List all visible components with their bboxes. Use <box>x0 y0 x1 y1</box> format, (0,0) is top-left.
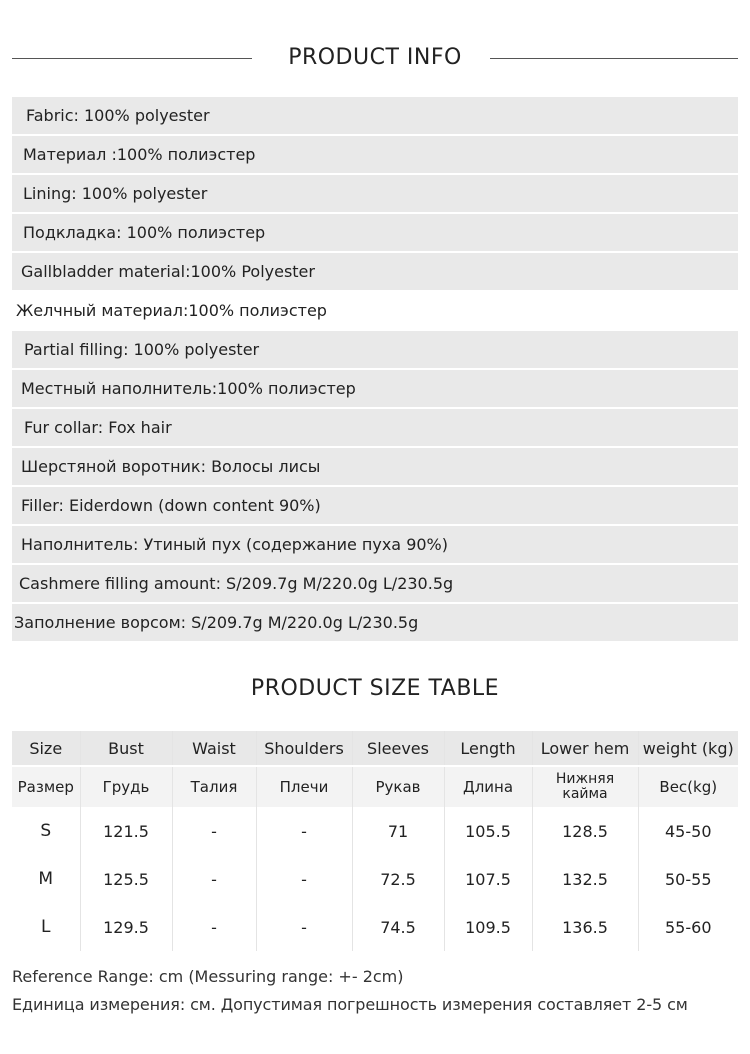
cell-waist: - <box>172 807 256 855</box>
info-row-cashmere-en: Cashmere filling amount: S/209.7g M/220.0g L/230.5g <box>12 565 738 602</box>
header-bust: Bust <box>80 731 172 766</box>
info-row-fabric-ru: Материал :100% полиэстер <box>12 136 738 173</box>
header-size: Size <box>12 731 80 766</box>
size-table-header-ru <box>12 766 738 807</box>
size-table <box>12 731 738 951</box>
header-waist-ru: Талия <box>172 766 256 807</box>
header-bust-ru: Грудь <box>80 766 172 807</box>
header-shoulders-ru: Плечи <box>256 766 352 807</box>
header-sleeves-ru: Рукав <box>352 766 444 807</box>
header-lower-hem-ru <box>532 766 638 807</box>
header-sleeves: Sleeves <box>352 731 444 766</box>
header-lower-hem: Lower hem <box>532 731 638 766</box>
cell-weight: 45-50 <box>638 807 738 855</box>
cell-bust: 125.5 <box>80 855 172 903</box>
cell-lower-hem: 128.5 <box>532 807 638 855</box>
size-table-header-en <box>12 731 738 766</box>
header-shoulders: Shoulders <box>256 731 352 766</box>
table-row <box>12 807 738 855</box>
header-waist: Waist <box>172 731 256 766</box>
cell-length: 107.5 <box>444 855 532 903</box>
cell-size: S <box>12 807 80 855</box>
cell-size: M <box>12 855 80 903</box>
cell-waist: - <box>172 855 256 903</box>
cell-lower-hem: 132.5 <box>532 855 638 903</box>
cell-bust: 129.5 <box>80 903 172 951</box>
cell-waist: - <box>172 903 256 951</box>
info-row-fabric-en: Fabric: 100% polyester <box>12 97 738 134</box>
table-row <box>12 855 738 903</box>
header-weight: weight (kg) <box>638 731 738 766</box>
cell-shoulders: - <box>256 807 352 855</box>
header-length-ru: Длина <box>444 766 532 807</box>
cell-weight: 50-55 <box>638 855 738 903</box>
cell-length: 109.5 <box>444 903 532 951</box>
cell-bust: 121.5 <box>80 807 172 855</box>
reference-range-note-ru: Единица измерения: см. Допустимая погрешность измерения составляет 2-5 см <box>12 995 688 1014</box>
title-rule-right <box>490 58 738 59</box>
size-table-title: PRODUCT SIZE TABLE <box>250 676 500 701</box>
cell-sleeves: 72.5 <box>352 855 444 903</box>
cell-weight: 55-60 <box>638 903 738 951</box>
info-row-cashmere-ru: Заполнение ворсом: S/209.7g M/220.0g L/230.5g <box>12 604 738 641</box>
info-row-filler-ru: Наполнитель: Утиный пух (содержание пуха 90%) <box>12 526 738 563</box>
info-row-lining-ru: Подкладка: 100% полиэстер <box>12 214 738 251</box>
info-row-gallbladder-ru: Желчный материал:100% полиэстер <box>12 292 738 329</box>
info-row-partial-filling-en: Partial filling: 100% polyester <box>12 331 738 368</box>
info-row-filler-en: Filler: Eiderdown (down content 90%) <box>12 487 738 524</box>
cell-sleeves: 74.5 <box>352 903 444 951</box>
header-lower-hem-ru-label: Нижняя кайма <box>555 771 615 802</box>
cell-size: L <box>12 903 80 951</box>
info-row-fur-collar-en: Fur collar: Fox hair <box>12 409 738 446</box>
header-length: Length <box>444 731 532 766</box>
product-info-list <box>12 97 738 643</box>
info-row-lining-en: Lining: 100% polyester <box>12 175 738 212</box>
table-row <box>12 903 738 951</box>
product-info-title: PRODUCT INFO <box>288 45 462 70</box>
info-row-gallbladder-en: Gallbladder material:100% Polyester <box>12 253 738 290</box>
cell-lower-hem: 136.5 <box>532 903 638 951</box>
info-row-partial-filling-ru: Местный наполнитель:100% полиэстер <box>12 370 738 407</box>
info-row-fur-collar-ru: Шерстяной воротник: Волосы лисы <box>12 448 738 485</box>
reference-range-note-en: Reference Range: cm (Messuring range: +- 2cm) <box>12 967 404 986</box>
cell-length: 105.5 <box>444 807 532 855</box>
header-weight-ru: Вес(kg) <box>638 766 738 807</box>
cell-sleeves: 71 <box>352 807 444 855</box>
header-size-ru: Размер <box>12 766 80 807</box>
cell-shoulders: - <box>256 855 352 903</box>
cell-shoulders: - <box>256 903 352 951</box>
